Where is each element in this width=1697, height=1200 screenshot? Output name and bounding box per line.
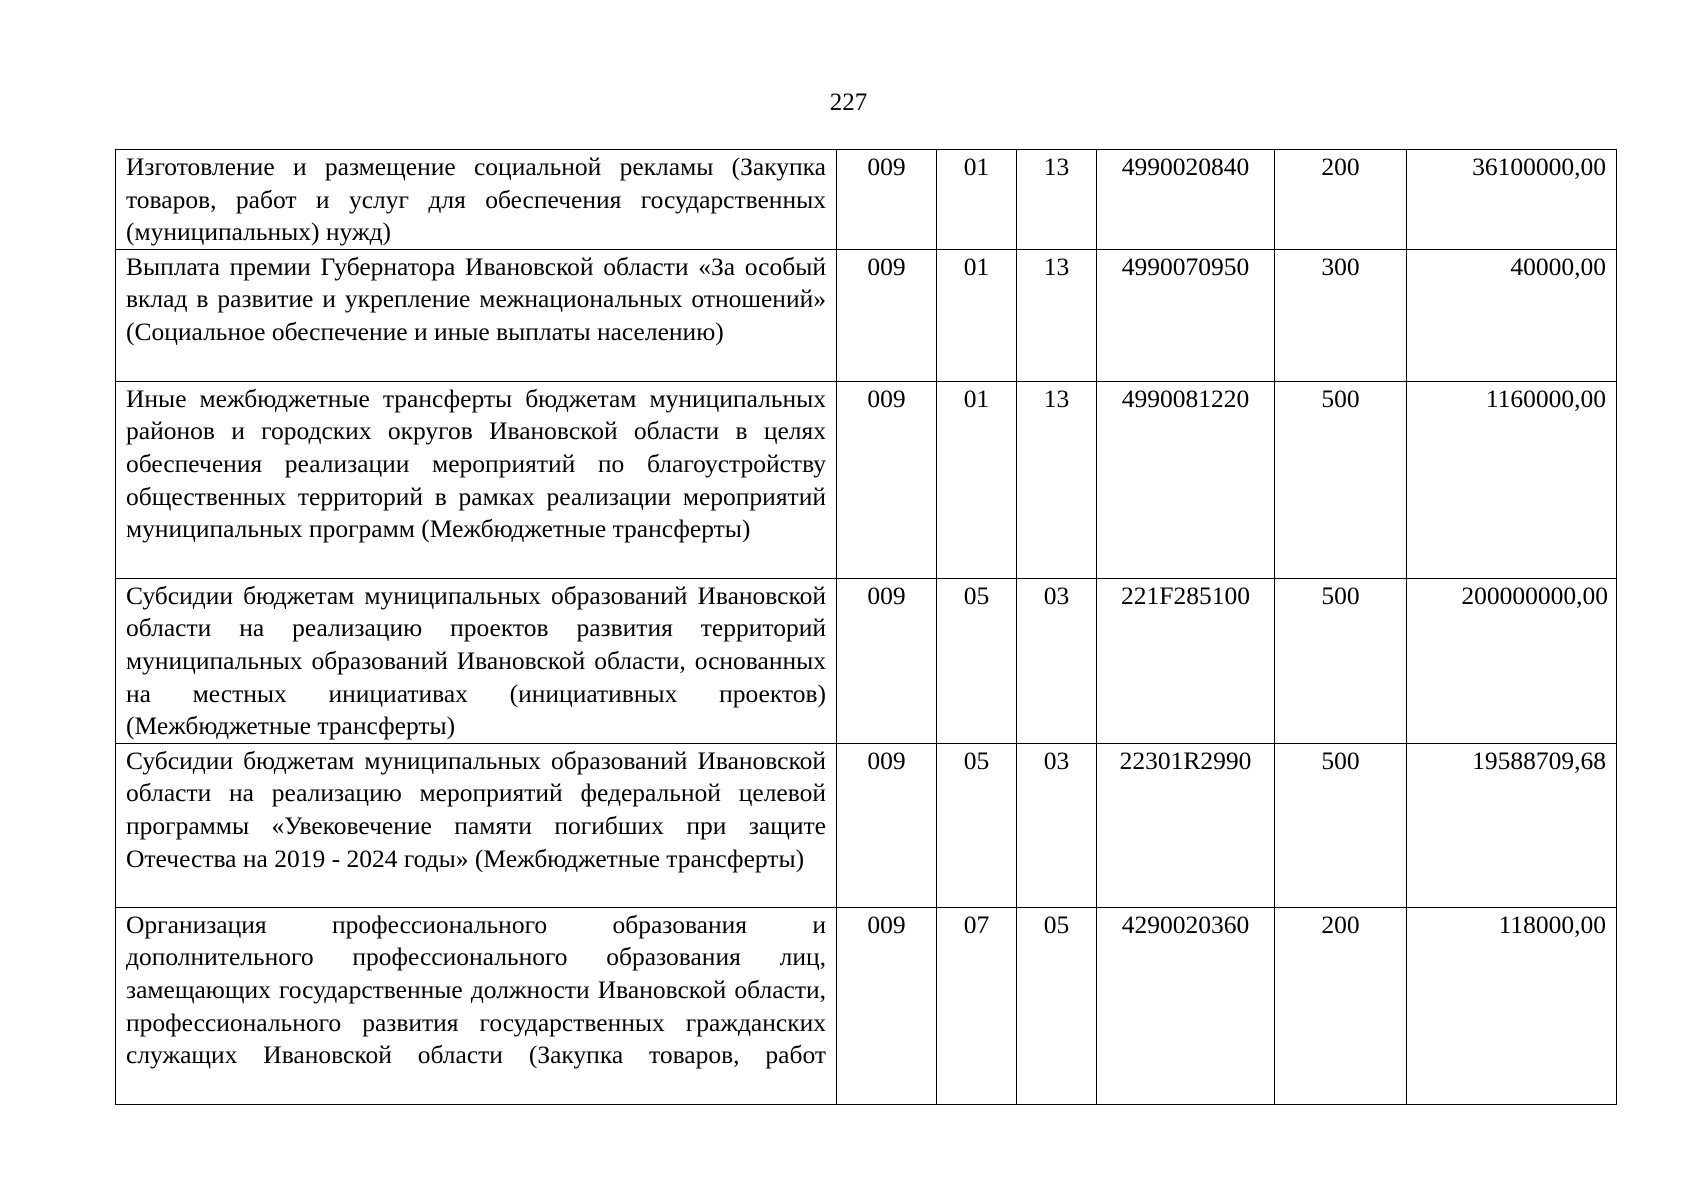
ministry-code: 009 xyxy=(837,150,937,250)
target-article-code: 22301R2990 xyxy=(1097,743,1275,907)
target-article-code: 4990081220 xyxy=(1097,381,1275,578)
ministry-code: 009 xyxy=(837,249,937,381)
subsection-code: 05 xyxy=(1017,907,1097,1104)
expense-type-code: 500 xyxy=(1275,578,1407,743)
expense-type-code: 200 xyxy=(1275,907,1407,1104)
row-description: Субсидии бюджетам муниципальных образований Ивановской области на реализацию мероприятий федеральной целевой программы «Увековечение памяти погибших при защите Отечества на 2019 - 2024 годы» (Межбюджетные трансферты) xyxy=(116,743,837,907)
row-description: Организация профессионального образования и дополнительного профессионального образования лиц, замещающих государственные должности Ивановской области, профессионального развития государственных гражданских служащих Ивановской области (Закупка товаров, работ xyxy=(116,907,837,1104)
amount: 1160000,00 xyxy=(1407,381,1617,578)
expense-type-code: 500 xyxy=(1275,743,1407,907)
ministry-code: 009 xyxy=(837,907,937,1104)
amount: 200000000,00 xyxy=(1407,578,1617,743)
subsection-code: 13 xyxy=(1017,249,1097,381)
subsection-code: 13 xyxy=(1017,381,1097,578)
subsection-code: 13 xyxy=(1017,150,1097,250)
table-row xyxy=(116,578,1617,743)
section-code: 07 xyxy=(937,907,1017,1104)
section-code: 01 xyxy=(937,381,1017,578)
section-code: 05 xyxy=(937,578,1017,743)
table-row xyxy=(116,743,1617,907)
target-article-code: 4290020360 xyxy=(1097,907,1275,1104)
ministry-code: 009 xyxy=(837,743,937,907)
section-code: 05 xyxy=(937,743,1017,907)
expense-type-code: 300 xyxy=(1275,249,1407,381)
subsection-code: 03 xyxy=(1017,743,1097,907)
row-description: Выплата премии Губернатора Ивановской области «За особый вклад в развитие и укрепление межнациональных отношений» (Социальное обеспечение и иные выплаты населению) xyxy=(116,249,837,381)
ministry-code: 009 xyxy=(837,381,937,578)
section-code: 01 xyxy=(937,150,1017,250)
table-row xyxy=(116,249,1617,381)
target-article-code: 221F285100 xyxy=(1097,578,1275,743)
amount: 118000,00 xyxy=(1407,907,1617,1104)
page-number: 227 xyxy=(829,89,868,116)
section-code: 01 xyxy=(937,249,1017,381)
expense-type-code: 200 xyxy=(1275,150,1407,250)
amount: 36100000,00 xyxy=(1407,150,1617,250)
table-row xyxy=(116,381,1617,578)
table-row xyxy=(116,907,1617,1104)
row-description: Изготовление и размещение социальной рекламы (Закупка товаров, работ и услуг для обеспечения государственных (муниципальных) нужд) xyxy=(116,150,837,250)
row-description: Субсидии бюджетам муниципальных образований Ивановской области на реализацию проектов развития территорий муниципальных образований Ивановской области, основанных на местных инициативах (инициативных проектов) (Межбюджетные трансферты) xyxy=(116,578,837,743)
row-description: Иные межбюджетные трансферты бюджетам муниципальных районов и городских округов Ивановской области в целях обеспечения реализации мероприятий по благоустройству общественных территорий в рамках реализации мероприятий муниципальных программ (Межбюджетные трансферты) xyxy=(116,381,837,578)
budget-table xyxy=(115,149,1617,1105)
table-row xyxy=(116,150,1617,250)
subsection-code: 03 xyxy=(1017,578,1097,743)
target-article-code: 4990070950 xyxy=(1097,249,1275,381)
amount: 19588709,68 xyxy=(1407,743,1617,907)
ministry-code: 009 xyxy=(837,578,937,743)
expense-type-code: 500 xyxy=(1275,381,1407,578)
amount: 40000,00 xyxy=(1407,249,1617,381)
target-article-code: 4990020840 xyxy=(1097,150,1275,250)
